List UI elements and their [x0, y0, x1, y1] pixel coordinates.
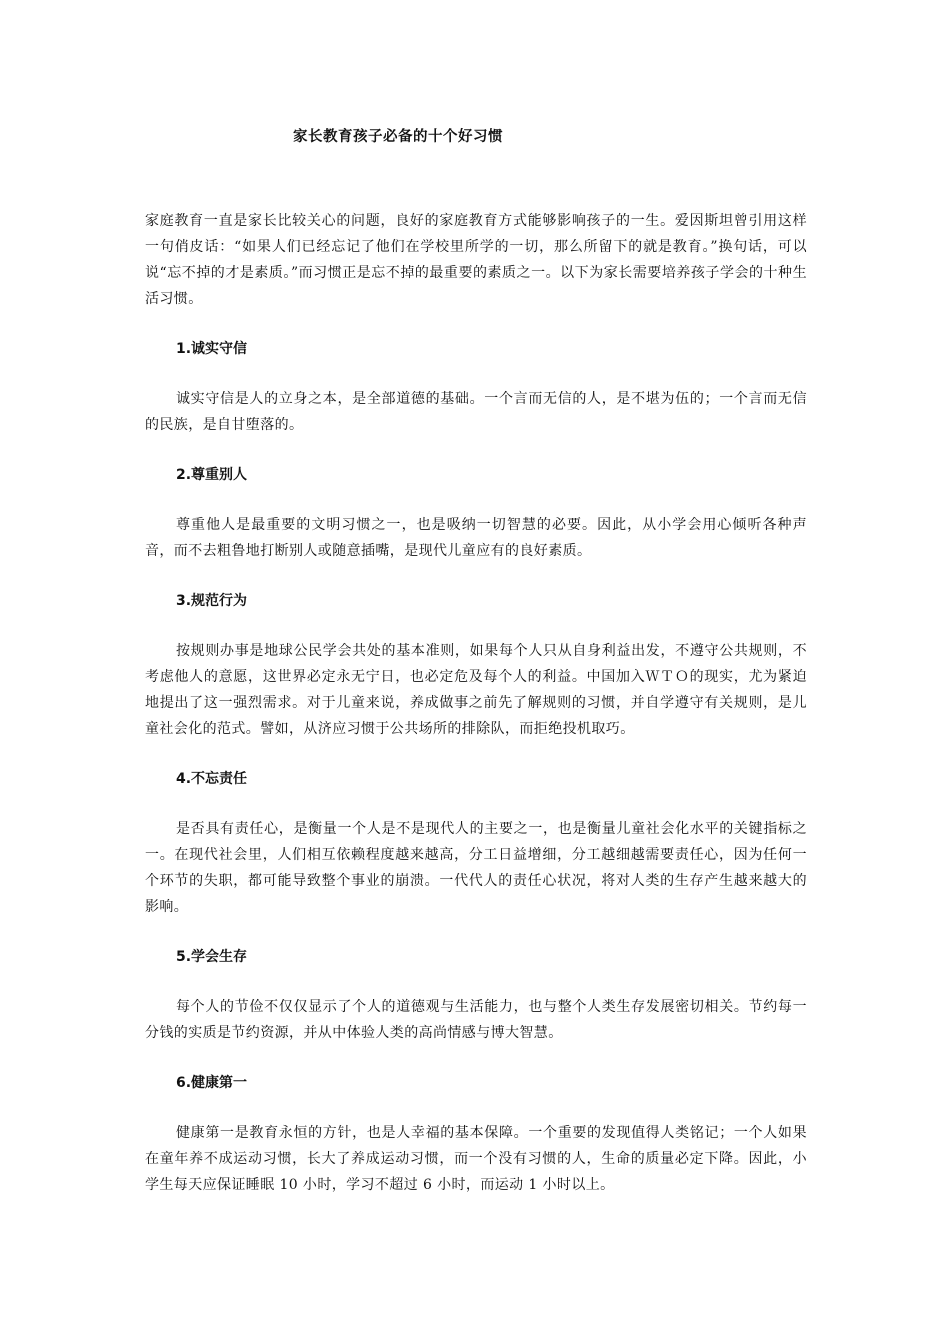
intro-paragraph: 家庭教育一直是家长比较关心的问题，良好的家庭教育方式能够影响孩子的一生。爱因斯坦曾引用这样一句俏皮话：“如果人们已经忘记了他们在学校里所学的一切，那么所留下的就是教育。”换句话，可以说“忘不掉的才是素质。”而习惯正是忘不掉的最重要的素质之一。以下为家长需要培养孩子学会的十种生活习惯。 [145, 213, 807, 307]
section-respect [145, 464, 807, 564]
section-heading: 6.健康第一 [176, 1075, 248, 1091]
section-paragraph: 诚实守信是人的立身之本，是全部道德的基础。一个言而无信的人，是不堪为伍的；一个言而无信的民族，是自甘堕落的。 [145, 391, 807, 433]
section-honesty [145, 338, 807, 438]
section-paragraph: 是否具有责任心，是衡量一个人是不是现代人的主要之一，也是衡量儿童社会化水平的关键指标之一。在现代社会里，人们相互依赖程度越来越高，分工日益增细，分工越细越需要责任心，因为任何一个环节的失职，都可能导致整个事业的崩溃。一代代人的责任心状况，将对人类的生存产生越来越大的影响。 [145, 821, 807, 915]
document-title: 家长教育孩子必备的十个好习惯 [293, 129, 503, 145]
section-responsibility [145, 768, 807, 920]
section-paragraph: 每个人的节俭不仅仅显示了个人的道德观与生活能力，也与整个人类生存发展密切相关。节约每一分钱的实质是节约资源，并从中体验人类的高尚情感与博大智慧。 [145, 999, 807, 1041]
section-heading: 5.学会生存 [176, 949, 248, 965]
section-paragraph: 健康第一是教育永恒的方针，也是人幸福的基本保障。一个重要的发现值得人类铭记；一个人如果在童年养不成运动习惯，长大了养成运动习惯，而一个没有习惯的人，生命的质量必定下降。因此，小学生每天应保证睡眠 10 小时，学习不超过 6 小时，而运动 1 小时以上。 [145, 1125, 807, 1193]
intro-block [145, 208, 807, 312]
section-paragraph: 尊重他人是最重要的文明习惯之一，也是吸纳一切智慧的必要。因此，从小学会用心倾听各种声音，而不去粗鲁地打断别人或随意插嘴，是现代儿童应有的良好素质。 [145, 517, 807, 559]
document-page [145, 126, 807, 1198]
section-health [145, 1072, 807, 1198]
section-heading: 3.规范行为 [176, 593, 248, 609]
section-survival [145, 946, 807, 1046]
section-paragraph: 按规则办事是地球公民学会共处的基本准则，如果每个人只从自身利益出发，不遵守公共规则，不考虑他人的意愿，这世界必定永无宁日，也必定危及每个人的利益。中国加入ＷＴＯ的现实，尤为紧迫地提出了这一强烈需求。对于儿童来说，养成做事之前先了解规则的习惯，并自学遵守有关规则，是儿童社会化的范式。譬如，从济应习惯于公共场所的排除队，而拒绝投机取巧。 [145, 643, 807, 737]
section-heading: 1.诚实守信 [176, 341, 248, 357]
section-heading: 4.不忘责任 [176, 771, 248, 787]
section-heading: 2.尊重别人 [176, 467, 248, 483]
section-rules [145, 590, 807, 742]
